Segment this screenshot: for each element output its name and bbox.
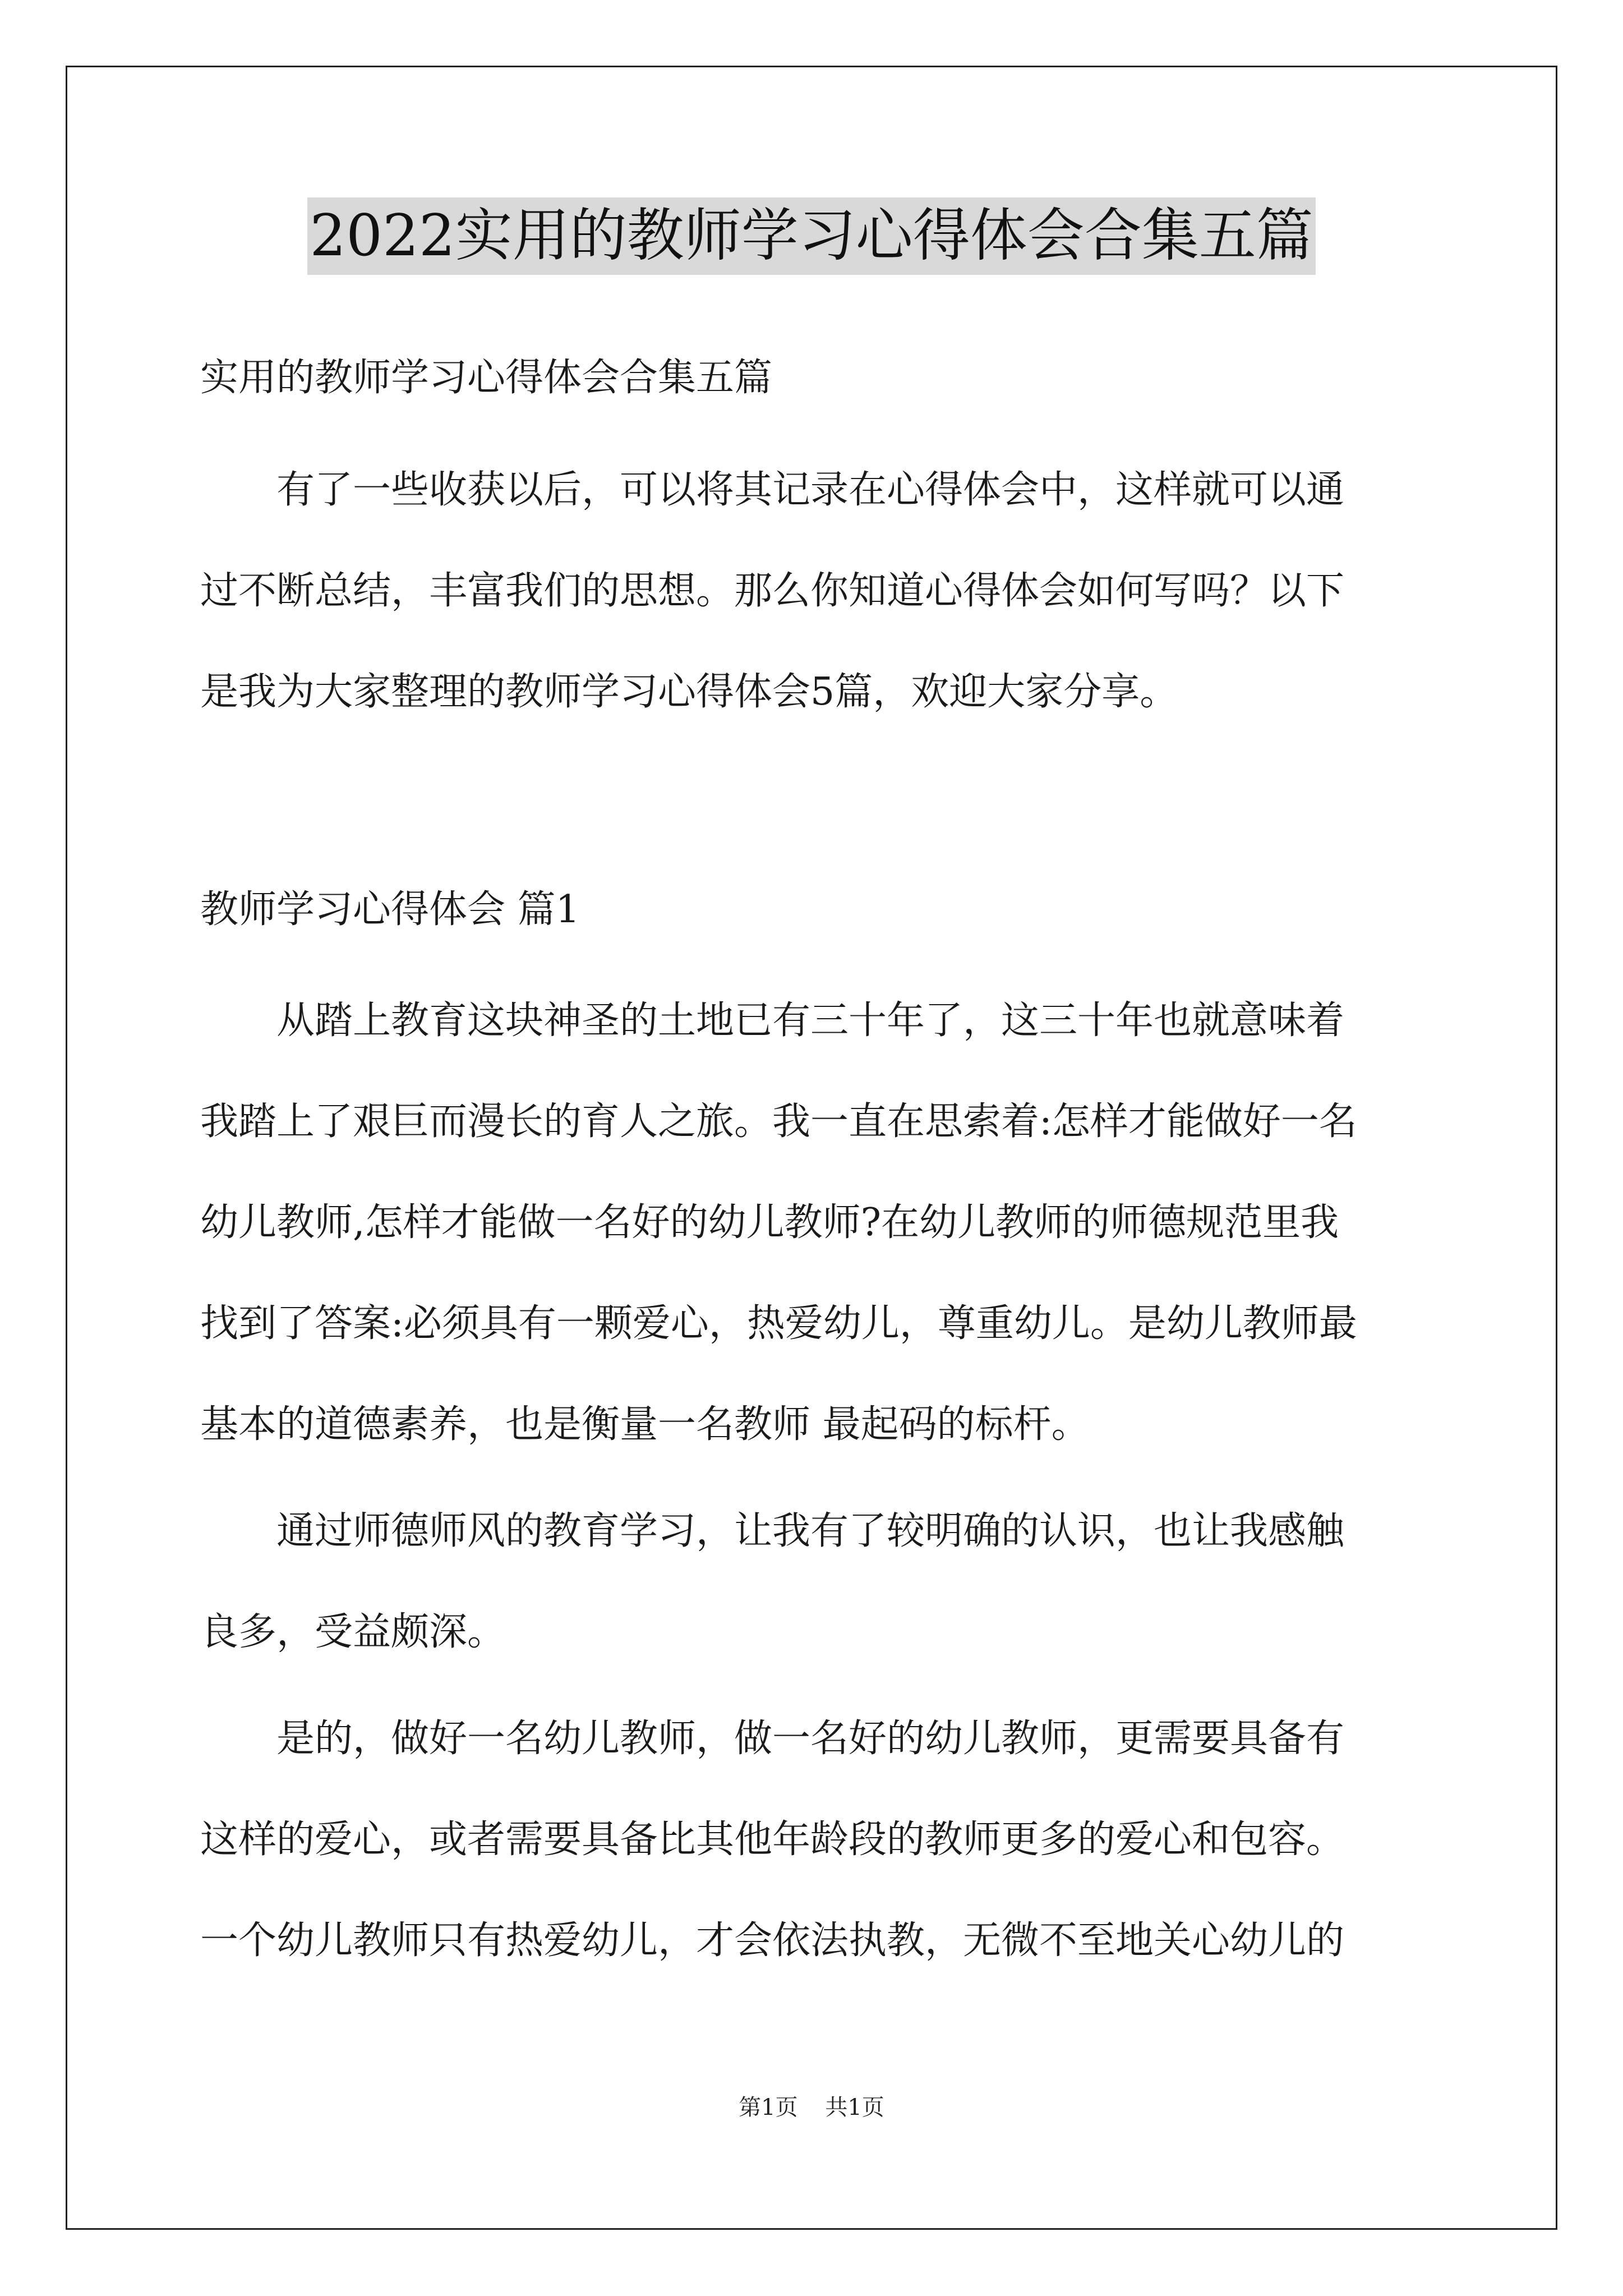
body-line-7: 良多，受益颇深。 [200,1610,506,1654]
body-line-9: 这样的爱心，或者需要具备比其他年龄段的教师更多的爱心和包容。 [200,1818,1345,1862]
body-line-10: 一个幼儿教师只有热爱幼儿，才会依法执教，无微不至地关心幼儿的 [200,1918,1345,1963]
body-line-2: 我踏上了艰巨而漫长的育人之旅。我一直在思索着:怎样才能做好一名 [200,1099,1357,1144]
body-line-3: 幼儿教师,怎样才能做一名好的幼儿教师?在幼儿教师的师德规范里我 [200,1200,1339,1245]
page-number-total: 共1页 [825,2095,884,2120]
body-line-6: 通过师德师风的教育学习，让我有了较明确的认识，也让我感触 [276,1509,1345,1553]
title-container [0,197,1623,275]
document-title: 2022实用的教师学习心得体会合集五篇 [307,197,1316,275]
intro-line-1: 有了一些收获以后，可以将其记录在心得体会中，这样就可以通 [276,468,1345,512]
page-number-current: 第1页 [739,2095,798,2120]
intro-line-2: 过不断总结，丰富我们的思想。那么你知道心得体会如何写吗？以下 [200,569,1345,613]
body-line-1: 从踏上教育这块神圣的土地已有三十年了，这三十年也就意味着 [276,999,1345,1043]
subtitle: 实用的教师学习心得体会合集五篇 [200,356,773,400]
body-line-8: 是的，做好一名幼儿教师，做一名好的幼儿教师，更需要具备有 [276,1717,1345,1761]
body-line-5: 基本的道德素养，也是衡量一名教师 最起码的标杆。 [200,1402,1090,1447]
section-heading: 教师学习心得体会 篇1 [200,887,580,932]
body-line-4: 找到了答案:必须具有一颗爱心，热爱幼儿，尊重幼儿。是幼儿教师最 [200,1301,1357,1346]
page-footer [0,2093,1623,2122]
intro-line-3: 是我为大家整理的教师学习心得体会5篇，欢迎大家分享。 [200,670,1178,714]
